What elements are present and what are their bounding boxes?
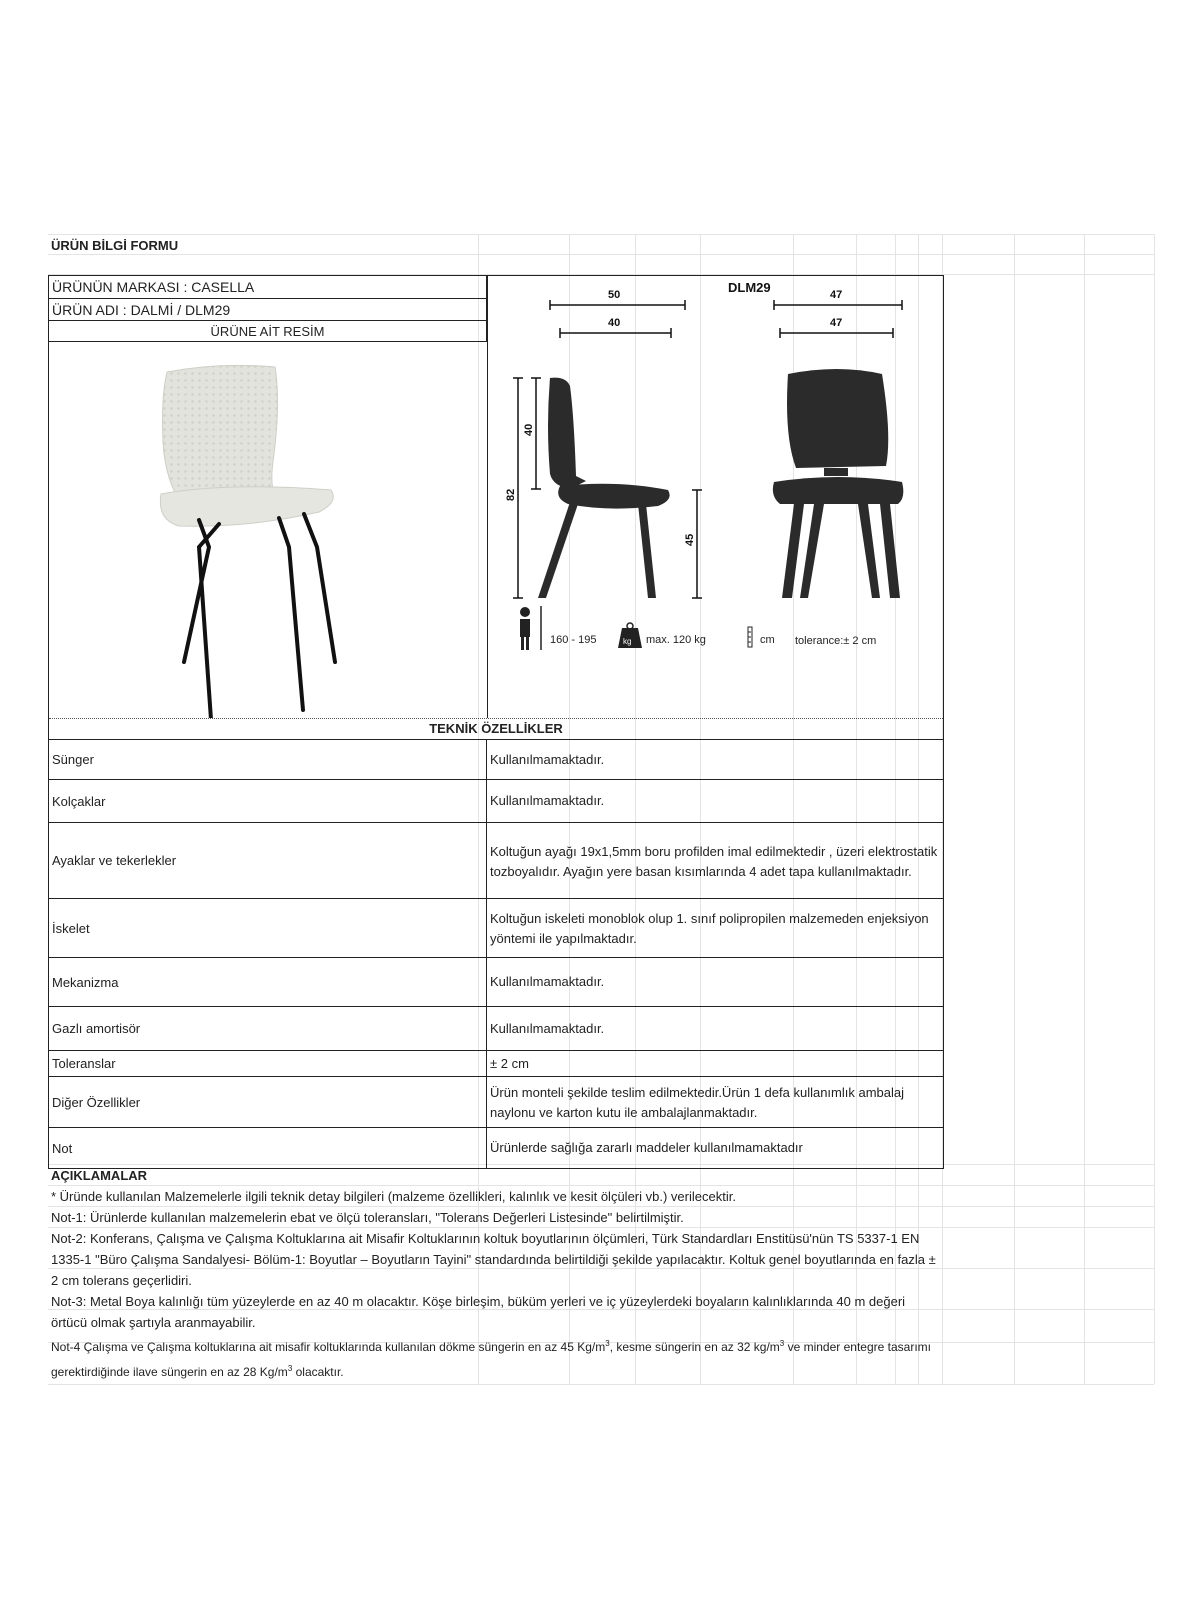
spec-row (49, 958, 943, 1007)
dim-front-top: 47 (830, 289, 843, 301)
spec-label: İskelet (49, 899, 487, 957)
spec-row (49, 1128, 943, 1168)
spec-label: Not (49, 1128, 487, 1168)
spec-label: Diğer Özellikler (49, 1077, 487, 1127)
user-height-range: 160 - 195 (550, 634, 597, 646)
dimension-diagram-panel (487, 276, 944, 718)
weight-icon (618, 623, 642, 648)
dim-side-seat: 40 (608, 317, 621, 329)
chair-photo (49, 342, 487, 718)
spec-row (49, 740, 943, 780)
form-title: ÜRÜN BİLGİ FORMU (51, 238, 179, 253)
spec-row (49, 780, 943, 823)
svg-text:kg: kg (623, 637, 632, 646)
spec-value: Kullanılmamaktadır. (490, 974, 605, 989)
note-2: Not-2: Konferans, Çalışma ve Çalışma Koltuklarına ait Misafir Koltuklarının koltuk boyutlarının ölçümleri, Türk Standardları Enstitüsü'nün TS 5337-1 EN 1335-1 "Büro Çalışma Sandalyesi- Bölüm-1: Boyutlar – Boyutların Tayini" standardında belirtildiği şekilde yapılacaktır. Koltuk genel boyutlarında en fazla ± 2 cm tolerans geçerlidiri. (51, 1231, 936, 1288)
spec-value: Koltuğun ayağı 19x1,5mm boru profilden imal edilmektedir , üzeri elektrostatik tozboyalıdır. Ayağın yere basan kısımlarında 4 adet tapa kullanılmaktadır. (490, 843, 938, 879)
spec-row (49, 1077, 943, 1128)
max-weight: max. 120 kg (646, 634, 706, 646)
dim-side-top: 50 (608, 289, 621, 301)
spec-label: Kolçaklar (49, 780, 487, 822)
spec-label: Ayaklar ve tekerlekler (49, 823, 487, 898)
spec-row (49, 1007, 943, 1051)
spec-row (49, 1051, 943, 1077)
spec-value: Kullanılmamaktadır. (490, 1020, 605, 1036)
diagram-model: DLM29 (728, 280, 771, 295)
person-icon (520, 606, 541, 650)
spec-row (49, 823, 943, 899)
explanations-section (51, 1165, 941, 1383)
product-name-row (49, 299, 487, 321)
tech-header: TEKNİK ÖZELLİKLER (429, 721, 563, 736)
explanations-heading: AÇIKLAMALAR (51, 1168, 148, 1183)
spec-value: ± 2 cm (490, 1055, 529, 1071)
note-star: * Üründe kullanılan Malzemelerle ilgili teknik detay bilgileri (malzeme özellikleri, kalınlık ve kesit ölçüleri vb.) verilecektir. (51, 1189, 736, 1204)
tolerance-label: tolerance:± 2 cm (795, 635, 877, 647)
dim-total-height: 82 (505, 488, 517, 501)
dim-seat-height: 45 (684, 533, 696, 546)
spec-value: Kullanılmamaktadır. (490, 751, 605, 767)
spec-value: Ürün monteli şekilde teslim edilmektedir.Ürün 1 defa kullanımlık ambalaj naylonu ve karton kutu ile ambalajlanmaktadır. (490, 1085, 905, 1120)
spec-label: Sünger (49, 740, 487, 779)
brand-label: ÜRÜNÜN MARKASI : CASELLA (49, 276, 487, 298)
brand-row (49, 276, 487, 299)
spec-value: Koltuğun iskeleti monoblok olup 1. sınıf polipropilen malzemeden enjeksiyon yöntemi ile yapılmaktadır. (490, 911, 929, 946)
ruler-icon (748, 627, 752, 647)
tech-header-row (49, 718, 943, 740)
note-4: Not-4 Çalışma ve Çalışma koltuklarına ait misafir koltuklarında kullanılan dökme süngerin en az 45 $Kg/m^3$, kesme süngerin en az 32 $kg/m^3$ ve minder entegre tasarımı gerektirdiğinde ilave süngerin en az 28 $Kg/m^3$ olacaktır. (51, 1339, 931, 1379)
dimension-diagram (488, 276, 944, 718)
spec-value: Kullanılmamaktadır. (490, 793, 605, 808)
unit-label: cm (760, 634, 775, 646)
note-1: Not-1: Ürünlerde kullanılan malzemelerin ebat ve ölçü toleransları, "Tolerans Değerleri Listesinde" belirtilmiştir. (51, 1210, 684, 1225)
dim-back-height: 40 (523, 423, 535, 436)
spec-row (49, 899, 943, 958)
note-3: Not-3: Metal Boya kalınlığı tüm yüzeylerde en az 40 m olacaktır. Köşe birleşim, büküm yerleri ve iç yüzeylerdeki boyaların kalınlıklarında 40 m değeri örtücü olmak şartıyla aranmayabilir. (51, 1294, 906, 1330)
spec-label: Gazlı amortisör (49, 1007, 487, 1050)
spec-label: Mekanizma (49, 958, 487, 1006)
spec-value: Ürünlerde sağlığa zararlı maddeler kullanılmamaktadır (490, 1140, 803, 1155)
spec-label: Toleranslar (49, 1051, 487, 1076)
image-caption: ÜRÜNE AİT RESİM (49, 321, 487, 341)
product-name-label: ÜRÜN ADI : DALMİ / DLM29 (49, 299, 487, 320)
dim-front-seat: 47 (830, 317, 843, 329)
image-caption-row (49, 321, 487, 342)
product-form (48, 275, 944, 1169)
